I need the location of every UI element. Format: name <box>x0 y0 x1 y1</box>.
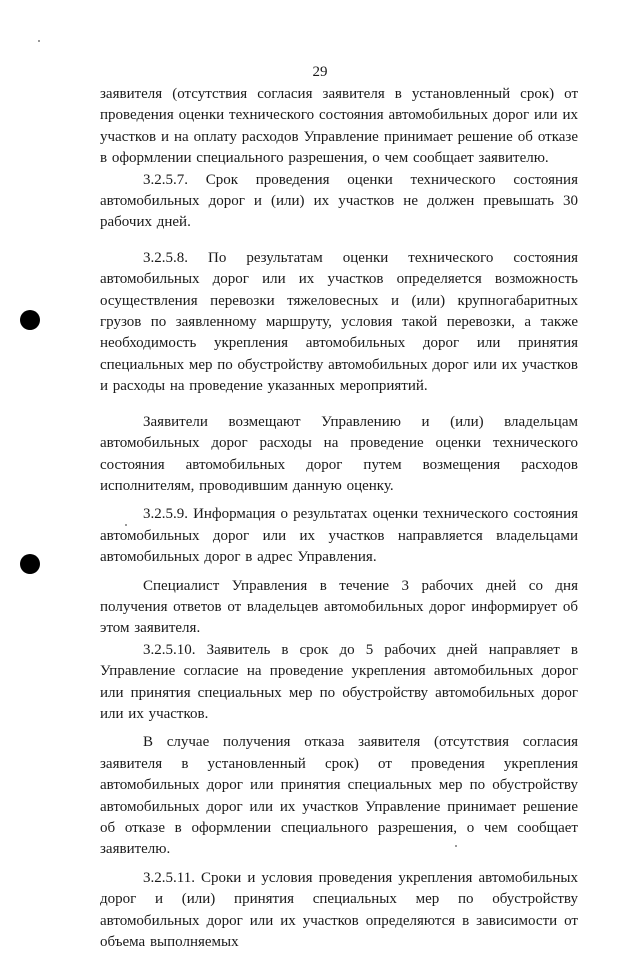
paragraph: В случае получения отказа заявителя (отсутствия согласия заявителя в установленный срок) от проведения укрепления автомобильных дорог или принятия специальных мер по обустройству автомобильных дорог или их участков Управление принимает решение об отказе в оформлении специального разрешения, о чем сообщает заявителю. <box>100 734 578 858</box>
paragraph: 3.2.5.7. Срок проведения оценки технического состояния автомобильных дорог и (или) их участков не должен превышать 30 рабочих дней. <box>100 171 578 231</box>
paragraph: 3.2.5.10. Заявитель в срок до 5 рабочих дней направляет в Управление согласие на проведение укрепления автомобильных дорог или принятия специальных мер по обустройству автомобильных дорог или их участков. <box>100 641 578 722</box>
paragraph: заявителя (отсутствия согласия заявителя в установленный срок) от проведения оценки технического состояния автомобильных дорог или их участков и на оплату расходов Управление принимает решение об отказе в оформлении специального разрешения, о чем сообщает заявителю. <box>100 86 578 167</box>
document-body <box>100 84 578 953</box>
scan-speck <box>38 40 40 42</box>
paragraph: 3.2.5.8. По результатам оценки технического состояния автомобильных дорог или их участков определяется возможность осуществления перевозки тяжеловесных и (или) крупногабаритных грузов по заявленному маршруту, условия такой перевозки, а также необходимость укрепления автомобильных дорог или принятия специальных мер по обустройству автомобильных дорог или их участков и расходы на проведение указанных мероприятий. <box>100 249 578 395</box>
punch-hole-bottom <box>20 554 40 574</box>
paragraph: Специалист Управления в течение 3 рабочих дней со дня получения ответов от владельцев автомобильных дорог информирует об этом заявителя. <box>100 577 578 637</box>
punch-hole-top <box>20 310 40 330</box>
page-number: 29 <box>312 64 328 80</box>
paragraph: Заявители возмещают Управлению и (или) владельцам автомобильных дорог расходы на проведение оценки технического состояния автомобильных дорог путем возмещения расходов исполнителям, проводившим данную оценку. <box>100 413 578 494</box>
paragraph: 3.2.5.9. Информация о результатах оценки технического состояния автомобильных дорог или их участков направляется владельцами автомобильных дорог в адрес Управления. <box>100 506 578 566</box>
paragraph: 3.2.5.11. Сроки и условия проведения укрепления автомобильных дорог и (или) принятия специальных мер по обустройству автомобильных дорог или их участков определяются в зависимости от объема выполняемых <box>100 869 578 951</box>
